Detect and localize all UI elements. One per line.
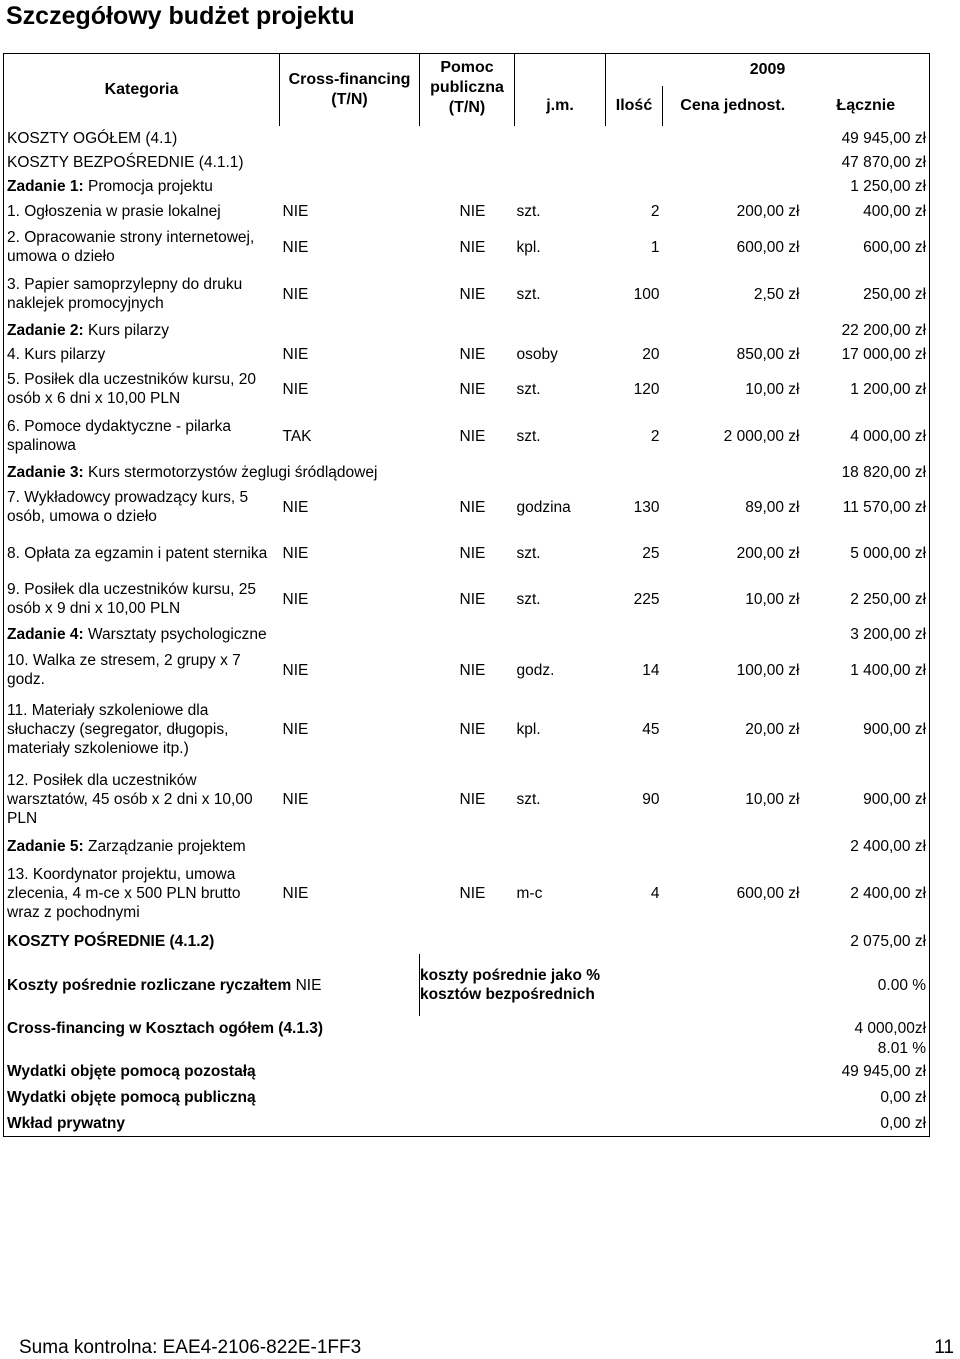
item-label: 8. Opłata za egzamin i patent sternika	[4, 530, 280, 576]
item-total: 2 250,00 zł	[803, 576, 930, 622]
item-jm: szt.	[516, 427, 541, 445]
item-total: 900,00 zł	[803, 764, 930, 834]
item-cross-financing: NIE	[282, 661, 309, 679]
header-cena: Cena jednost.	[680, 97, 786, 114]
task-number: Zadanie 2:	[7, 321, 84, 339]
item-price: 100,00 zł	[736, 661, 800, 679]
cf-amount: 4 000,00zł	[663, 1016, 930, 1038]
item-jm: kpl.	[516, 720, 541, 738]
task-total: 18 820,00 zł	[663, 460, 930, 484]
item-row	[4, 224, 930, 270]
item-qty: 45	[642, 720, 660, 738]
header-cross-financing: Cross-financing (T/N)	[280, 54, 420, 127]
item-jm: kpl.	[516, 238, 541, 256]
cf-pct: 8.01 %	[663, 1038, 930, 1058]
category-label: KOSZTY BEZPOŚREDNIE (4.1.1)	[4, 150, 663, 174]
category-total: 47 870,00 zł	[663, 150, 930, 174]
page-title: Szczegółowy budżet projektu	[6, 2, 355, 30]
summary-row-pozostala	[4, 1058, 930, 1084]
task-number: Zadanie 5:	[7, 837, 84, 855]
task-title: Promocja projektu	[83, 177, 213, 195]
item-cross-financing: NIE	[282, 720, 309, 738]
item-row	[4, 198, 930, 224]
item-jm: osoby	[516, 345, 558, 363]
task-total: 22 200,00 zł	[663, 318, 930, 342]
item-total: 1 200,00 zł	[803, 366, 930, 412]
item-price: 850,00 zł	[736, 345, 800, 363]
pozostala-value: 49 945,00 zł	[663, 1058, 930, 1084]
header-lacznie: Łącznie	[803, 86, 930, 126]
item-cross-financing: NIE	[282, 590, 309, 608]
item-qty: 225	[633, 590, 660, 608]
item-label: 7. Wykładowcy prowadzący kurs, 5 osób, umowa o dzieło	[4, 484, 280, 530]
item-qty: 2	[650, 427, 660, 445]
task-number: Zadanie 4:	[7, 625, 84, 643]
task-row	[4, 622, 930, 646]
item-total: 2 400,00 zł	[803, 858, 930, 928]
category-row	[4, 126, 930, 150]
publiczna-value: 0,00 zł	[663, 1084, 930, 1110]
item-price: 200,00 zł	[736, 202, 800, 220]
summary-row-ryczalt	[4, 954, 930, 1016]
header-jm: j.m.	[515, 54, 606, 127]
category-label: KOSZTY POŚREDNIE (4.1.2)	[4, 928, 663, 954]
item-qty: 2	[650, 202, 660, 220]
item-qty: 25	[642, 544, 660, 562]
item-qty: 4	[650, 884, 660, 902]
item-jm: m-c	[516, 884, 543, 902]
item-label: 10. Walka ze stresem, 2 grupy x 7 godz.	[4, 646, 280, 694]
task-row	[4, 834, 930, 858]
item-qty: 90	[642, 790, 660, 808]
category-total: 49 945,00 zł	[663, 126, 930, 150]
item-label: 1. Ogłoszenia w prasie lokalnej	[4, 198, 280, 224]
summary-row-publiczna	[4, 1084, 930, 1110]
item-row	[4, 764, 930, 834]
category-row	[4, 150, 930, 174]
item-pomoc-publiczna: NIE	[459, 661, 486, 679]
task-total: 2 400,00 zł	[663, 834, 930, 858]
publiczna-label: Wydatki objęte pomocą publiczną	[4, 1084, 663, 1110]
item-row	[4, 694, 930, 764]
item-total: 250,00 zł	[803, 270, 930, 318]
category-total: 2 075,00 zł	[663, 928, 930, 954]
item-label: 13. Koordynator projektu, umowa zlecenia, 4 m-ce x 500 PLN brutto wraz z pochodnymi	[4, 858, 280, 928]
page-number: 11	[934, 1337, 954, 1358]
item-row	[4, 366, 930, 412]
wklad-value: 0,00 zł	[663, 1110, 930, 1137]
task-total: 1 250,00 zł	[663, 174, 930, 198]
ryczalt-value: NIE	[295, 976, 322, 994]
item-total: 900,00 zł	[803, 694, 930, 764]
item-label: 9. Posiłek dla uczestników kursu, 25 osób x 9 dni x 10,00 PLN	[4, 576, 280, 622]
summary-row-cf-pct	[4, 1038, 930, 1058]
item-jm: szt.	[516, 380, 541, 398]
item-qty: 20	[642, 345, 660, 363]
item-pomoc-publiczna: NIE	[459, 427, 486, 445]
item-pomoc-publiczna: NIE	[459, 202, 486, 220]
item-row	[4, 858, 930, 928]
item-label: 2. Opracowanie strony internetowej, umowa o dzieło	[4, 224, 280, 270]
item-cross-financing: NIE	[282, 345, 309, 363]
category-row	[4, 928, 930, 954]
task-label	[4, 174, 663, 198]
item-jm: szt.	[516, 590, 541, 608]
task-row	[4, 318, 930, 342]
item-cross-financing: NIE	[282, 380, 309, 398]
item-pomoc-publiczna: NIE	[459, 238, 486, 256]
item-price: 2 000,00 zł	[723, 427, 800, 445]
item-jm: szt.	[516, 202, 541, 220]
header-year: 2009	[606, 54, 930, 87]
item-row	[4, 646, 930, 694]
item-label: 6. Pomoce dydaktyczne - pilarka spalinowa	[4, 412, 280, 460]
item-total: 5 000,00 zł	[803, 530, 930, 576]
item-qty: 100	[633, 285, 660, 303]
item-price: 20,00 zł	[745, 720, 800, 738]
item-row	[4, 530, 930, 576]
item-jm: szt.	[516, 285, 541, 303]
item-cross-financing: NIE	[282, 884, 309, 902]
summary-row-cf	[4, 1016, 930, 1038]
item-price: 10,00 zł	[745, 380, 800, 398]
item-price: 2,50 zł	[753, 285, 800, 303]
item-total: 17 000,00 zł	[803, 342, 930, 366]
item-price: 600,00 zł	[736, 884, 800, 902]
item-jm: szt.	[516, 790, 541, 808]
item-pomoc-publiczna: NIE	[459, 498, 486, 516]
checksum-text: Suma kontrolna: EAE4-2106-822E-1FF3	[19, 1337, 362, 1358]
pozostala-label: Wydatki objęte pomocą pozostałą	[4, 1058, 663, 1084]
posrednie-pct-value: 0.00 %	[663, 954, 930, 1016]
budget-table	[3, 53, 930, 1137]
item-qty: 120	[633, 380, 660, 398]
item-price: 10,00 zł	[745, 790, 800, 808]
item-label: 5. Posiłek dla uczestników kursu, 20 osób x 6 dni x 10,00 PLN	[4, 366, 280, 412]
task-title: Warsztaty psychologiczne	[83, 625, 267, 643]
task-label	[4, 834, 663, 858]
item-pomoc-publiczna: NIE	[459, 285, 486, 303]
item-cross-financing: NIE	[282, 498, 309, 516]
task-title: Kurs stermotorzystów żeglugi śródlądowej	[83, 463, 378, 481]
item-pomoc-publiczna: NIE	[459, 544, 486, 562]
item-price: 89,00 zł	[745, 498, 800, 516]
item-pomoc-publiczna: NIE	[459, 590, 486, 608]
item-cross-financing: TAK	[282, 427, 312, 445]
posrednie-pct-label: koszty pośrednie jako % kosztów bezpośrednich	[420, 967, 601, 1003]
task-row	[4, 460, 930, 484]
item-row	[4, 576, 930, 622]
item-pomoc-publiczna: NIE	[459, 380, 486, 398]
item-cross-financing: NIE	[282, 285, 309, 303]
task-label	[4, 318, 663, 342]
item-pomoc-publiczna: NIE	[459, 345, 486, 363]
item-row	[4, 270, 930, 318]
item-jm: godzina	[516, 498, 571, 516]
item-cross-financing: NIE	[282, 238, 309, 256]
item-label: 4. Kurs pilarzy	[4, 342, 280, 366]
item-cross-financing: NIE	[282, 544, 309, 562]
ryczalt-label: Koszty pośrednie rozliczane ryczałtem	[7, 976, 292, 994]
item-total: 600,00 zł	[803, 224, 930, 270]
item-qty: 14	[642, 661, 660, 679]
item-total: 1 400,00 zł	[803, 646, 930, 694]
item-row	[4, 484, 930, 530]
header-ilosc: Ilość	[606, 86, 663, 126]
item-jm: godz.	[516, 661, 555, 679]
header-pomoc-publiczna: Pomoc publiczna (T/N)	[420, 54, 515, 127]
item-price: 600,00 zł	[736, 238, 800, 256]
item-pomoc-publiczna: NIE	[459, 720, 486, 738]
item-total: 400,00 zł	[803, 198, 930, 224]
item-pomoc-publiczna: NIE	[459, 884, 486, 902]
item-label: 3. Papier samoprzylepny do druku naklejek promocyjnych	[4, 270, 280, 318]
task-title: Kurs pilarzy	[83, 321, 169, 339]
category-label: KOSZTY OGÓŁEM (4.1)	[4, 126, 663, 150]
item-price: 200,00 zł	[736, 544, 800, 562]
task-total: 3 200,00 zł	[663, 622, 930, 646]
item-cross-financing: NIE	[282, 202, 309, 220]
task-title: Zarządzanie projektem	[83, 837, 246, 855]
task-label	[4, 622, 663, 646]
item-label: 12. Posiłek dla uczestników warsztatów, 45 osób x 2 dni x 10,00 PLN	[4, 764, 280, 834]
task-row	[4, 174, 930, 198]
item-jm: szt.	[516, 544, 541, 562]
cf-label: Cross-financing w Kosztach ogółem (4.1.3)	[4, 1016, 663, 1038]
task-label	[4, 460, 663, 484]
item-cross-financing: NIE	[282, 790, 309, 808]
summary-row-wklad	[4, 1110, 930, 1137]
task-number: Zadanie 3:	[7, 463, 84, 481]
item-pomoc-publiczna: NIE	[459, 790, 486, 808]
task-number: Zadanie 1:	[7, 177, 84, 195]
item-qty: 1	[650, 238, 660, 256]
item-price: 10,00 zł	[745, 590, 800, 608]
item-row	[4, 412, 930, 460]
item-qty: 130	[633, 498, 660, 516]
wklad-label: Wkład prywatny	[4, 1110, 663, 1137]
item-row	[4, 342, 930, 366]
item-total: 4 000,00 zł	[803, 412, 930, 460]
header-kategoria: Kategoria	[4, 54, 280, 127]
item-total: 11 570,00 zł	[803, 484, 930, 530]
item-label: 11. Materiały szkoleniowe dla słuchaczy (segregator, długopis, materiały szkoleniowe itp.)	[4, 694, 280, 764]
